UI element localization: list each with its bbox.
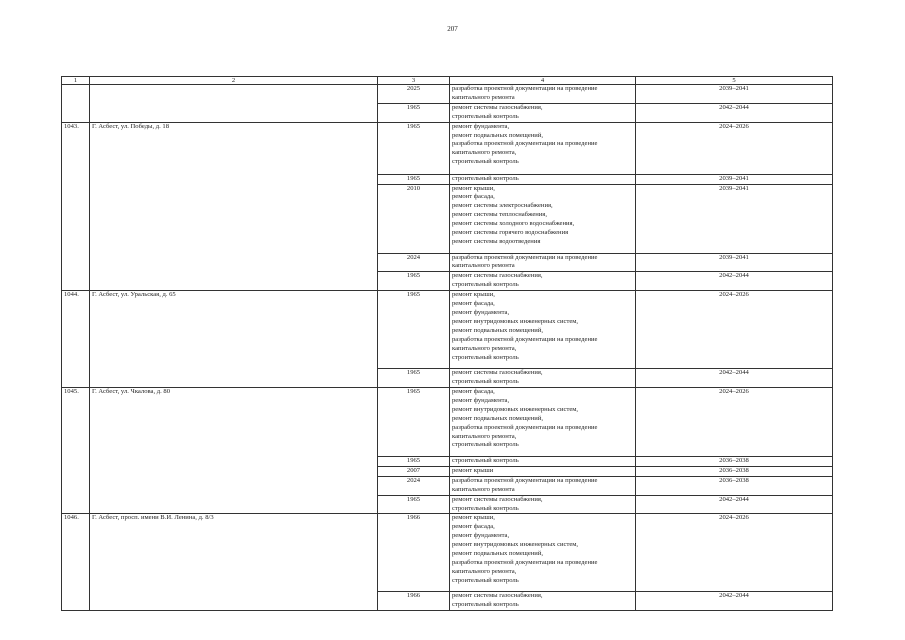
table-row — [62, 514, 833, 592]
item-number-cell: 1046. — [62, 514, 90, 611]
period-cell: 2024–2026 — [636, 122, 833, 174]
column-header: 4 — [450, 77, 636, 85]
period-cell: 2042–2044 — [636, 495, 833, 514]
address-cell — [90, 85, 378, 123]
work-type-cell: ремонт системы газоснабжения, строительный контроль — [450, 103, 636, 122]
work-type-cell: строительный контроль — [450, 456, 636, 466]
work-type-cell: разработка проектной документации на проведение капитального ремонта — [450, 253, 636, 272]
period-cell: 2039–2041 — [636, 184, 833, 253]
page-number: 207 — [447, 25, 458, 33]
address-cell: Г. Асбест, ул. Чкалова, д. 80 — [90, 387, 378, 513]
year-cell: 1965 — [378, 456, 450, 466]
period-cell: 2039–2041 — [636, 253, 833, 272]
item-number-cell: 1045. — [62, 387, 90, 513]
address-cell: Г. Асбест, просп. имени В.И. Ленина, д. 8/3 — [90, 514, 378, 611]
year-cell: 1965 — [378, 174, 450, 184]
year-cell: 1966 — [378, 514, 450, 592]
year-cell: 2010 — [378, 184, 450, 253]
period-cell: 2024–2026 — [636, 291, 833, 369]
period-cell: 2042–2044 — [636, 272, 833, 291]
work-type-cell: ремонт системы газоснабжения, строительный контроль — [450, 592, 636, 611]
period-cell: 2039–2041 — [636, 174, 833, 184]
period-cell: 2036–2038 — [636, 456, 833, 466]
table-body — [62, 85, 833, 611]
table-row — [62, 387, 833, 456]
period-cell: 2042–2044 — [636, 369, 833, 388]
work-type-cell: ремонт системы газоснабжения, строительный контроль — [450, 369, 636, 388]
year-cell: 1965 — [378, 387, 450, 456]
period-cell: 2036–2038 — [636, 466, 833, 476]
work-type-cell: ремонт системы газоснабжения, строительный контроль — [450, 272, 636, 291]
year-cell: 2024 — [378, 253, 450, 272]
work-type-cell: разработка проектной документации на проведение капитального ремонта — [450, 476, 636, 495]
year-cell: 1965 — [378, 369, 450, 388]
address-cell: Г. Асбест, ул. Уральская, д. 65 — [90, 291, 378, 388]
column-header: 5 — [636, 77, 833, 85]
table-row — [62, 85, 833, 104]
work-type-cell: ремонт крыши, ремонт фасада, ремонт системы электроснабжения, ремонт системы теплоснабжения, ремонт системы холодного водоснабжения, ремонт системы горячего водоснабжения ремонт системы водоотведения — [450, 184, 636, 253]
work-type-cell: разработка проектной документации на проведение капитального ремонта — [450, 85, 636, 104]
period-cell: 2039–2041 — [636, 85, 833, 104]
work-type-cell: ремонт крыши — [450, 466, 636, 476]
year-cell: 1966 — [378, 592, 450, 611]
period-cell: 2042–2044 — [636, 103, 833, 122]
item-number-cell: 1043. — [62, 122, 90, 291]
year-cell: 2025 — [378, 85, 450, 104]
header-row — [62, 77, 833, 85]
period-cell: 2024–2026 — [636, 387, 833, 456]
item-number-cell — [62, 85, 90, 123]
period-cell: 2042–2044 — [636, 592, 833, 611]
address-cell: Г. Асбест, ул. Победы, д. 18 — [90, 122, 378, 291]
year-cell: 1965 — [378, 291, 450, 369]
work-type-cell: строительный контроль — [450, 174, 636, 184]
year-cell: 1965 — [378, 495, 450, 514]
column-header: 3 — [378, 77, 450, 85]
period-cell: 2036–2038 — [636, 476, 833, 495]
period-cell: 2024–2026 — [636, 514, 833, 592]
year-cell: 1965 — [378, 103, 450, 122]
work-type-cell: ремонт системы газоснабжения, строительный контроль — [450, 495, 636, 514]
column-header: 1 — [62, 77, 90, 85]
year-cell: 2024 — [378, 476, 450, 495]
year-cell: 1965 — [378, 272, 450, 291]
work-type-cell: ремонт фундамента, ремонт подвальных помещений, разработка проектной документации на проведение капитального ремонта, строительный контроль — [450, 122, 636, 174]
table-row — [62, 122, 833, 174]
table-row — [62, 291, 833, 369]
column-header: 2 — [90, 77, 378, 85]
year-cell: 1965 — [378, 122, 450, 174]
work-type-cell: ремонт крыши, ремонт фасада, ремонт фундамента, ремонт внутридомовых инженерных систем, ремонт подвальных помещений, разработка проектной документации на проведение капитального ремонта, строительный контроль — [450, 291, 636, 369]
work-type-cell: ремонт крыши, ремонт фасада, ремонт фундамента, ремонт внутридомовых инженерных систем, ремонт подвальных помещений, разработка проектной документации на проведение капитального ремонта, строительный контроль — [450, 514, 636, 592]
year-cell: 2007 — [378, 466, 450, 476]
item-number-cell: 1044. — [62, 291, 90, 388]
work-type-cell: ремонт фасада, ремонт фундамента, ремонт внутридомовых инженерных систем, ремонт подвальных помещений, разработка проектной документации на проведение капитального ремонта, строительный контроль — [450, 387, 636, 456]
repair-schedule-table — [61, 76, 833, 611]
